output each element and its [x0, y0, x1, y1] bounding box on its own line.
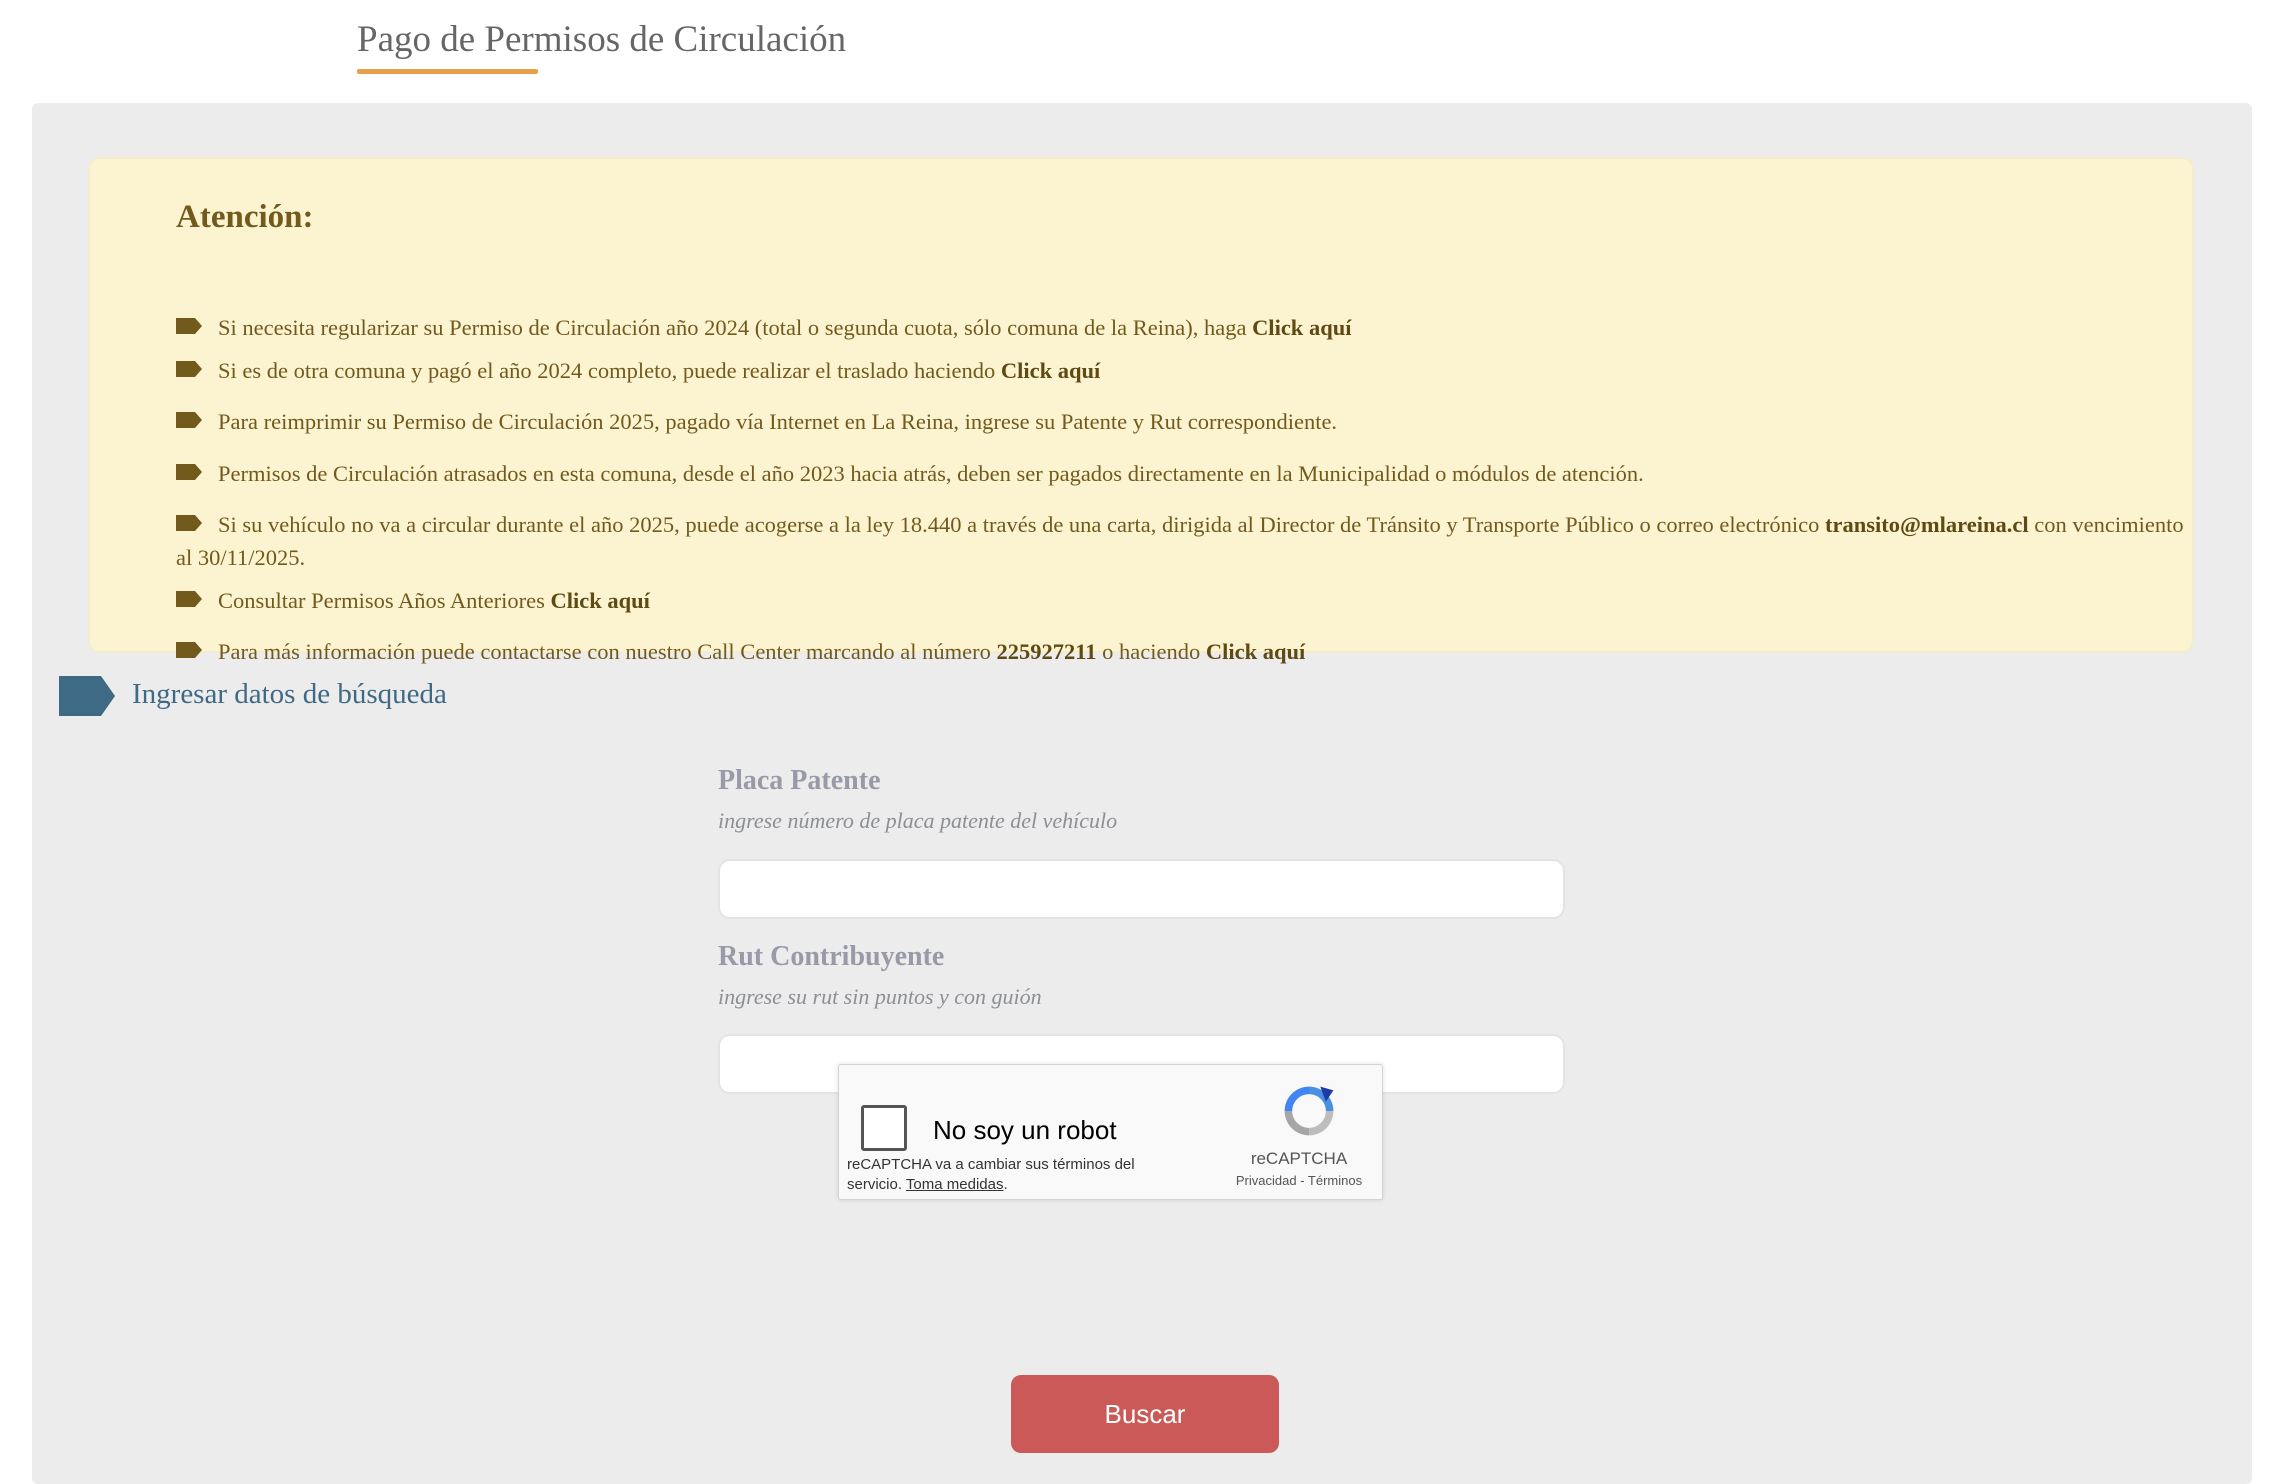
alert-item-overdue [176, 457, 2186, 490]
alert-item-text: Si es de otra comuna y pagó el año 2024 completo, puede realizar el traslado haciendo [218, 358, 1001, 383]
tag-bullet-icon [176, 515, 202, 531]
rut-label: Rut Contribuyente [718, 941, 945, 972]
page-header [357, 14, 846, 66]
plate-input[interactable] [718, 859, 1565, 919]
tag-bullet-icon [176, 464, 202, 480]
alert-item-text: Consultar Permisos Años Anteriores [218, 588, 551, 613]
alert-item-previous-years [176, 584, 2186, 617]
tag-bullet-icon [176, 318, 202, 334]
alert-item-non-circulation [176, 508, 2186, 574]
recaptcha-notice [847, 1155, 1187, 1195]
section-title: Ingresar datos de búsqueda [132, 678, 447, 710]
tag-bullet-icon [176, 591, 202, 607]
search-button[interactable]: Buscar [1011, 1375, 1279, 1453]
attention-title: Atención: [176, 199, 314, 235]
recaptcha-logo-icon [1279, 1081, 1339, 1141]
recaptcha-notice-text: reCAPTCHA va a cambiar sus términos del servicio. [847, 1156, 1135, 1193]
alert-item-regularize [176, 311, 2186, 344]
title-underline [357, 69, 538, 74]
alert-item-text-after: con vencimiento al 30/11/2025. [176, 512, 2184, 570]
alert-item-reprint [176, 405, 2186, 438]
plate-label: Placa Patente [718, 765, 881, 796]
recaptcha-action-link[interactable]: Toma medidas [905, 1176, 1004, 1193]
tag-arrow-icon [59, 676, 115, 716]
alert-item-text-mid: o haciendo [1096, 639, 1206, 664]
alert-item-call-center [176, 635, 2186, 668]
tag-bullet-icon [176, 412, 202, 428]
page-title: Pago de Permisos de Circulación [357, 19, 847, 60]
alert-item-text: Para más información puede contactarse con nuestro Call Center marcando al número [218, 639, 997, 664]
recaptcha-links [1209, 1173, 1389, 1188]
click-here-link[interactable]: Click aquí [1000, 358, 1101, 383]
recaptcha-terms-link[interactable]: Términos [1307, 1173, 1363, 1188]
click-here-link[interactable]: Click aquí [550, 588, 650, 613]
plate-field-group [718, 763, 1568, 835]
recaptcha-widget [838, 1064, 1383, 1200]
attention-box [88, 157, 2194, 664]
phone-number: 225927211 [996, 639, 1097, 664]
alert-item-text: Permisos de Circulación atrasados en esta comuna, desde el año 2023 hacia atrás, deben ser pagados directamente en la Municipalidad o módulos de atención. [218, 461, 1644, 486]
recaptcha-label: No soy un robot [933, 1115, 1117, 1145]
email-link[interactable]: transito@mlareina.cl [1825, 512, 2029, 537]
rut-help: ingrese su rut sin puntos y con guión [718, 984, 1042, 1009]
tag-bullet-icon [176, 361, 202, 377]
recaptcha-notice-end: . [1003, 1176, 1008, 1193]
click-here-link[interactable]: Click aquí [1252, 315, 1352, 340]
alert-item-text: Si necesita regularizar su Permiso de Circulación año 2024 (total o segunda cuota, sólo comuna de la Reina), haga [218, 315, 1253, 340]
tag-bullet-icon [176, 642, 202, 658]
plate-help: ingrese número de placa patente del vehículo [718, 808, 1118, 833]
recaptcha-separator: - [1296, 1173, 1308, 1188]
main-panel [32, 103, 2252, 1484]
alert-item-transfer [176, 354, 2186, 387]
recaptcha-checkbox[interactable] [861, 1105, 907, 1151]
click-here-link[interactable]: Click aquí [1205, 639, 1306, 664]
alert-item-text: Para reimprimir su Permiso de Circulación 2025, pagado vía Internet en La Reina, ingrese su Patente y Rut correspondiente. [218, 409, 1338, 434]
alert-item-text: Si su vehículo no va a circular durante el año 2025, puede acogerse a la ley 18.440 a través de una carta, dirigida al Director de Tránsito y Transporte Público o correo electrónico [218, 512, 1825, 537]
rut-field-group [718, 939, 1568, 1011]
recaptcha-brand: reCAPTCHA [1250, 1149, 1348, 1168]
recaptcha-privacy-link[interactable]: Privacidad [1235, 1173, 1297, 1188]
